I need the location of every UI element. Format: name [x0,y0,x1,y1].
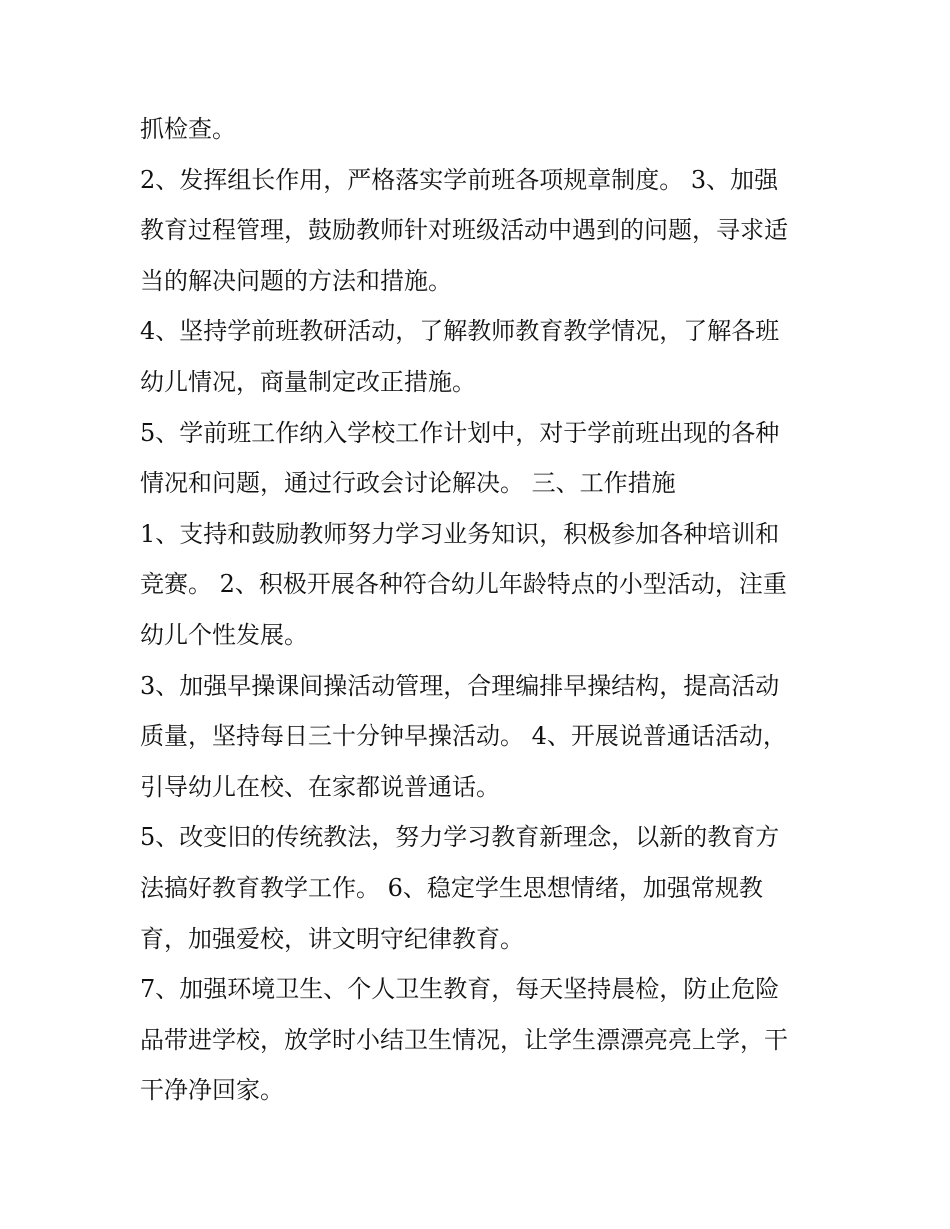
text-line-5: 4、坚持学前班教研活动，了解教师教育教学情况，了解各班 [140,317,780,346]
text-line-11: 幼儿个性发展。 [140,620,308,649]
text-line-7: 5、学前班工作纳入学校工作计划中，对于学前班出现的各种 [140,418,780,447]
text-line-18: 7、加强环境卫生、个人卫生教育，每天坚持晨检，防止危险 [140,975,780,1004]
text-line-1: 抓检查。 [140,115,236,143]
document-body [140,104,820,1116]
text-line-20: 干净净回家。 [140,1076,284,1105]
text-line-8: 情况和问题，通过行政会讨论解决。 三、工作措施 [140,469,676,498]
text-line-6: 幼儿情况，商量制定改正措施。 [140,367,476,396]
text-line-10: 竞赛。 2、积极开展各种符合幼儿年龄特点的小型活动，注重 [140,570,787,599]
text-line-17: 育，加强爱校，讲文明守纪律教育。 [140,924,524,953]
text-line-15: 5、改变旧的传统教法，努力学习教育新理念，以新的教育方 [140,823,780,852]
text-line-3: 教育过程管理，鼓励教师针对班级活动中遇到的问题，寻求适 [140,216,788,245]
text-line-13: 质量，坚持每日三十分钟早操活动。 4、开展说普通话活动， [140,722,787,751]
text-line-4: 当的解决问题的方法和措施。 [140,266,452,295]
text-line-14: 引导幼儿在校、在家都说普通话。 [140,772,500,801]
text-line-12: 3、加强早操课间操活动管理，合理编排早操结构，提高活动 [140,671,780,700]
text-line-19: 品带进学校，放学时小结卫生情况，让学生漂漂亮亮上学，干 [140,1025,788,1054]
text-line-2: 2、发挥组长作用，严格落实学前班各项规章制度。 3、加强 [140,165,779,194]
text-line-9: 1、支持和鼓励教师努力学习业务知识，积极参加各种培训和 [140,519,780,548]
text-line-16: 法搞好教育教学工作。 6、稳定学生思想情绪，加强常规教 [140,873,763,902]
